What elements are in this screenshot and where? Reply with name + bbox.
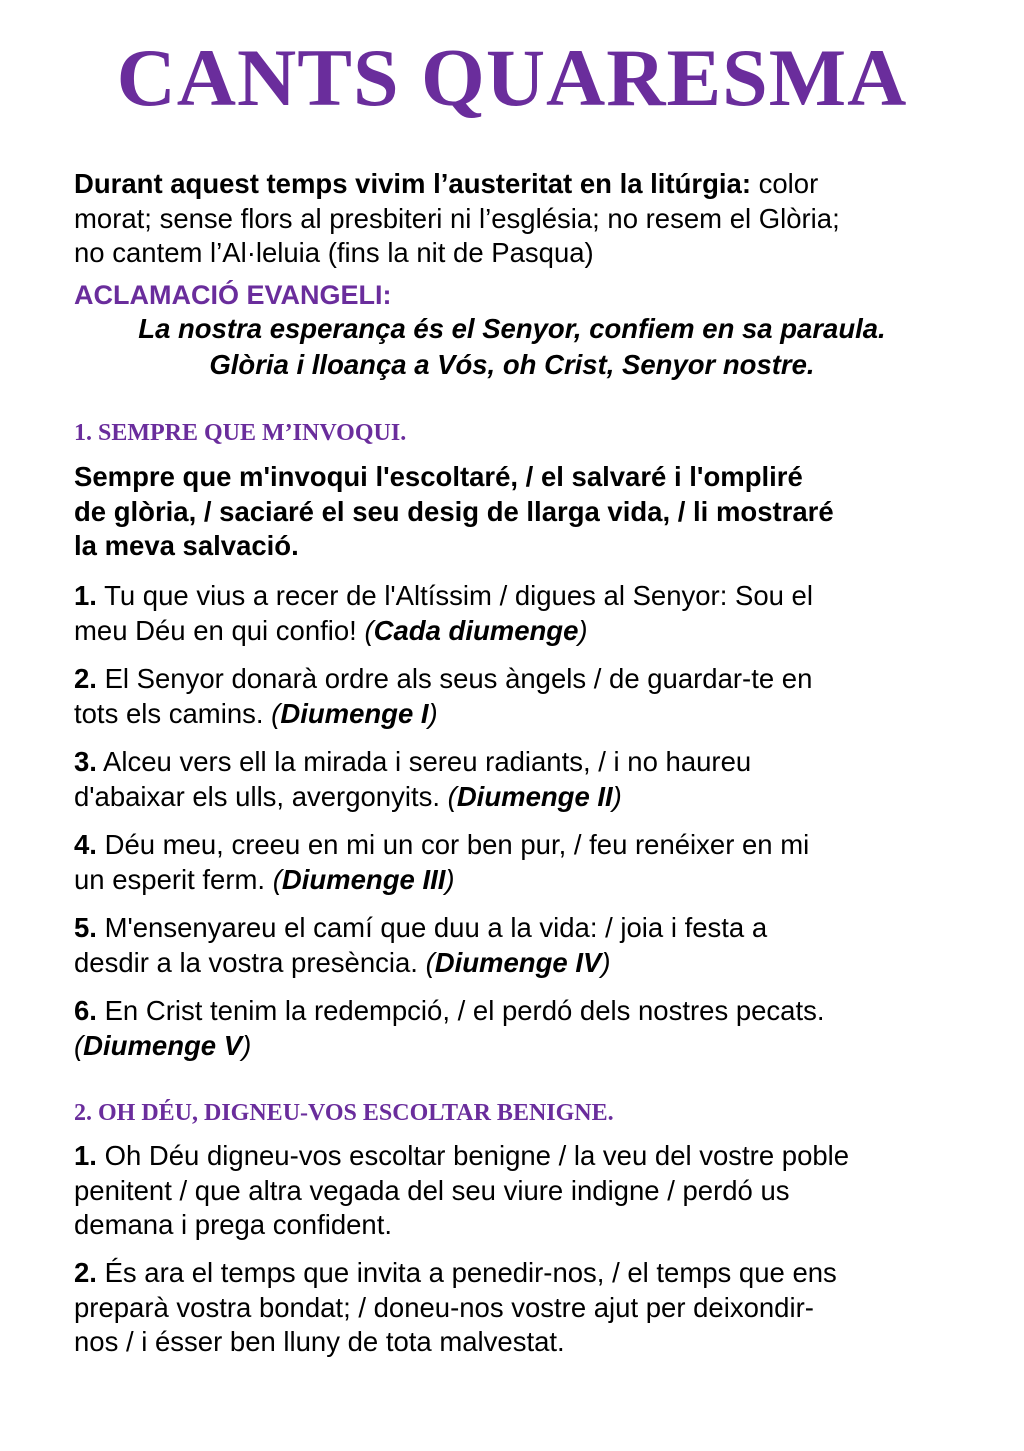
verse-text: És ara el temps que invita a penedir-nos, / el temps que ens [96,1257,837,1288]
song1-heading: 1. SEMPRE QUE M’INVOQUI. [74,420,407,446]
verse-number: 2. [74,663,97,694]
verse-paren: ( [271,697,281,729]
verse-number: 2. [74,1257,97,1288]
verse-text: El Senyor donarà ordre als seus àngels / de guardar-te en [96,663,813,694]
verse-text: penitent / que altra vegada del seu viure indigne / perdó us [74,1174,790,1206]
song2-verse-2 [74,1256,954,1360]
verse-paren: ) [445,863,455,895]
verse-paren: ) [428,697,438,729]
song1-verse-1 [74,579,954,648]
verse-paren: ) [601,946,611,978]
verse-sunday: Diumenge I [280,697,429,729]
intro-paragraph [74,167,954,271]
verse-number: 6. [74,995,97,1026]
verse-text: meu Déu en qui confio! [74,614,365,646]
intro-line3: no cantem l’Al·leluia (fins la nit de Pasqua) [74,237,594,268]
verse-text: tots els camins. [74,697,272,729]
acclamation-heading: ACLAMACIÓ EVANGELI: [74,280,392,310]
verse-paren: ( [272,863,282,895]
verse-paren: ) [578,614,588,646]
refrain-line: Sempre que m'invoqui l'escoltaré, / el salvaré i l'ompliré [74,461,803,492]
song2-heading: 2. OH DÉU, DIGNEU-VOS ESCOLTAR BENIGNE. [74,1100,614,1126]
intro-line2: morat; sense flors al presbiteri ni l’església; no resem el Glòria; [74,202,840,234]
verse-text: En Crist tenim la redempció, / el perdó dels nostres pecats. [96,995,825,1026]
intro-line1-rest: color [750,168,819,199]
song1-verse-3 [74,745,954,814]
verse-number: 4. [74,829,97,860]
song1-verse-4 [74,828,954,897]
acclamation-line2: Glòria i lloança a Vós, oh Crist, Senyor nostre. [209,349,815,380]
verse-paren: ( [364,614,374,646]
refrain-line: de glòria, / saciaré el seu desig de llarga vida, / li mostraré [74,495,834,527]
song1-verse-5 [74,911,954,980]
verse-number: 1. [74,1140,97,1171]
verse-number: 1. [74,580,97,611]
song2-verse-1 [74,1139,954,1243]
verse-text: d'abaixar els ulls, avergonyits. [74,780,448,812]
verse-text: Oh Déu digneu-vos escoltar benigne / la veu del vostre poble [96,1140,850,1171]
verse-paren: ) [612,780,622,812]
verse-paren: ( [74,1029,84,1061]
page-title: CANTS QUARESMA [116,32,908,123]
verse-text: desdir a la vostra presència. [74,946,426,978]
verse-sunday: Diumenge II [456,780,613,812]
song1-verse-2 [74,662,954,731]
verse-text: demana i prega confident. [74,1209,392,1240]
verse-text: M'ensenyareu el camí que duu a la vida: / joia i festa a [96,912,768,943]
verse-text: Alceu vers ell la mirada i sereu radiants, / i no haureu [96,746,752,777]
verse-text: nos / i ésser ben lluny de tota malvestat. [74,1326,565,1357]
verse-text: preparà vostra bondat; / doneu-nos vostre ajut per deixondir- [74,1291,814,1323]
verse-text: un esperit ferm. [74,863,273,895]
verse-sunday: Diumenge V [83,1029,243,1061]
verse-text: Tu que vius a recer de l'Altíssim / digues al Senyor: Sou el [96,580,813,611]
verse-number: 5. [74,912,97,943]
verse-sunday: Cada diumenge [373,614,579,646]
verse-text: Déu meu, creeu en mi un cor ben pur, / feu renéixer en mi [96,829,810,860]
verse-paren: ( [425,946,435,978]
acclamation-line1: La nostra esperança és el Senyor, confiem en sa paraula. [138,313,886,344]
refrain-line: la meva salvació. [74,530,299,561]
song1-refrain [74,460,954,564]
verse-number: 3. [74,746,97,777]
song1-verse-6 [74,994,954,1063]
verse-sunday: Diumenge IV [434,946,602,978]
verse-sunday: Diumenge III [281,863,446,895]
intro-bold: Durant aquest temps vivim l’austeritat en la litúrgia: [74,168,751,199]
verse-paren: ) [242,1029,252,1061]
verse-paren: ( [447,780,457,812]
